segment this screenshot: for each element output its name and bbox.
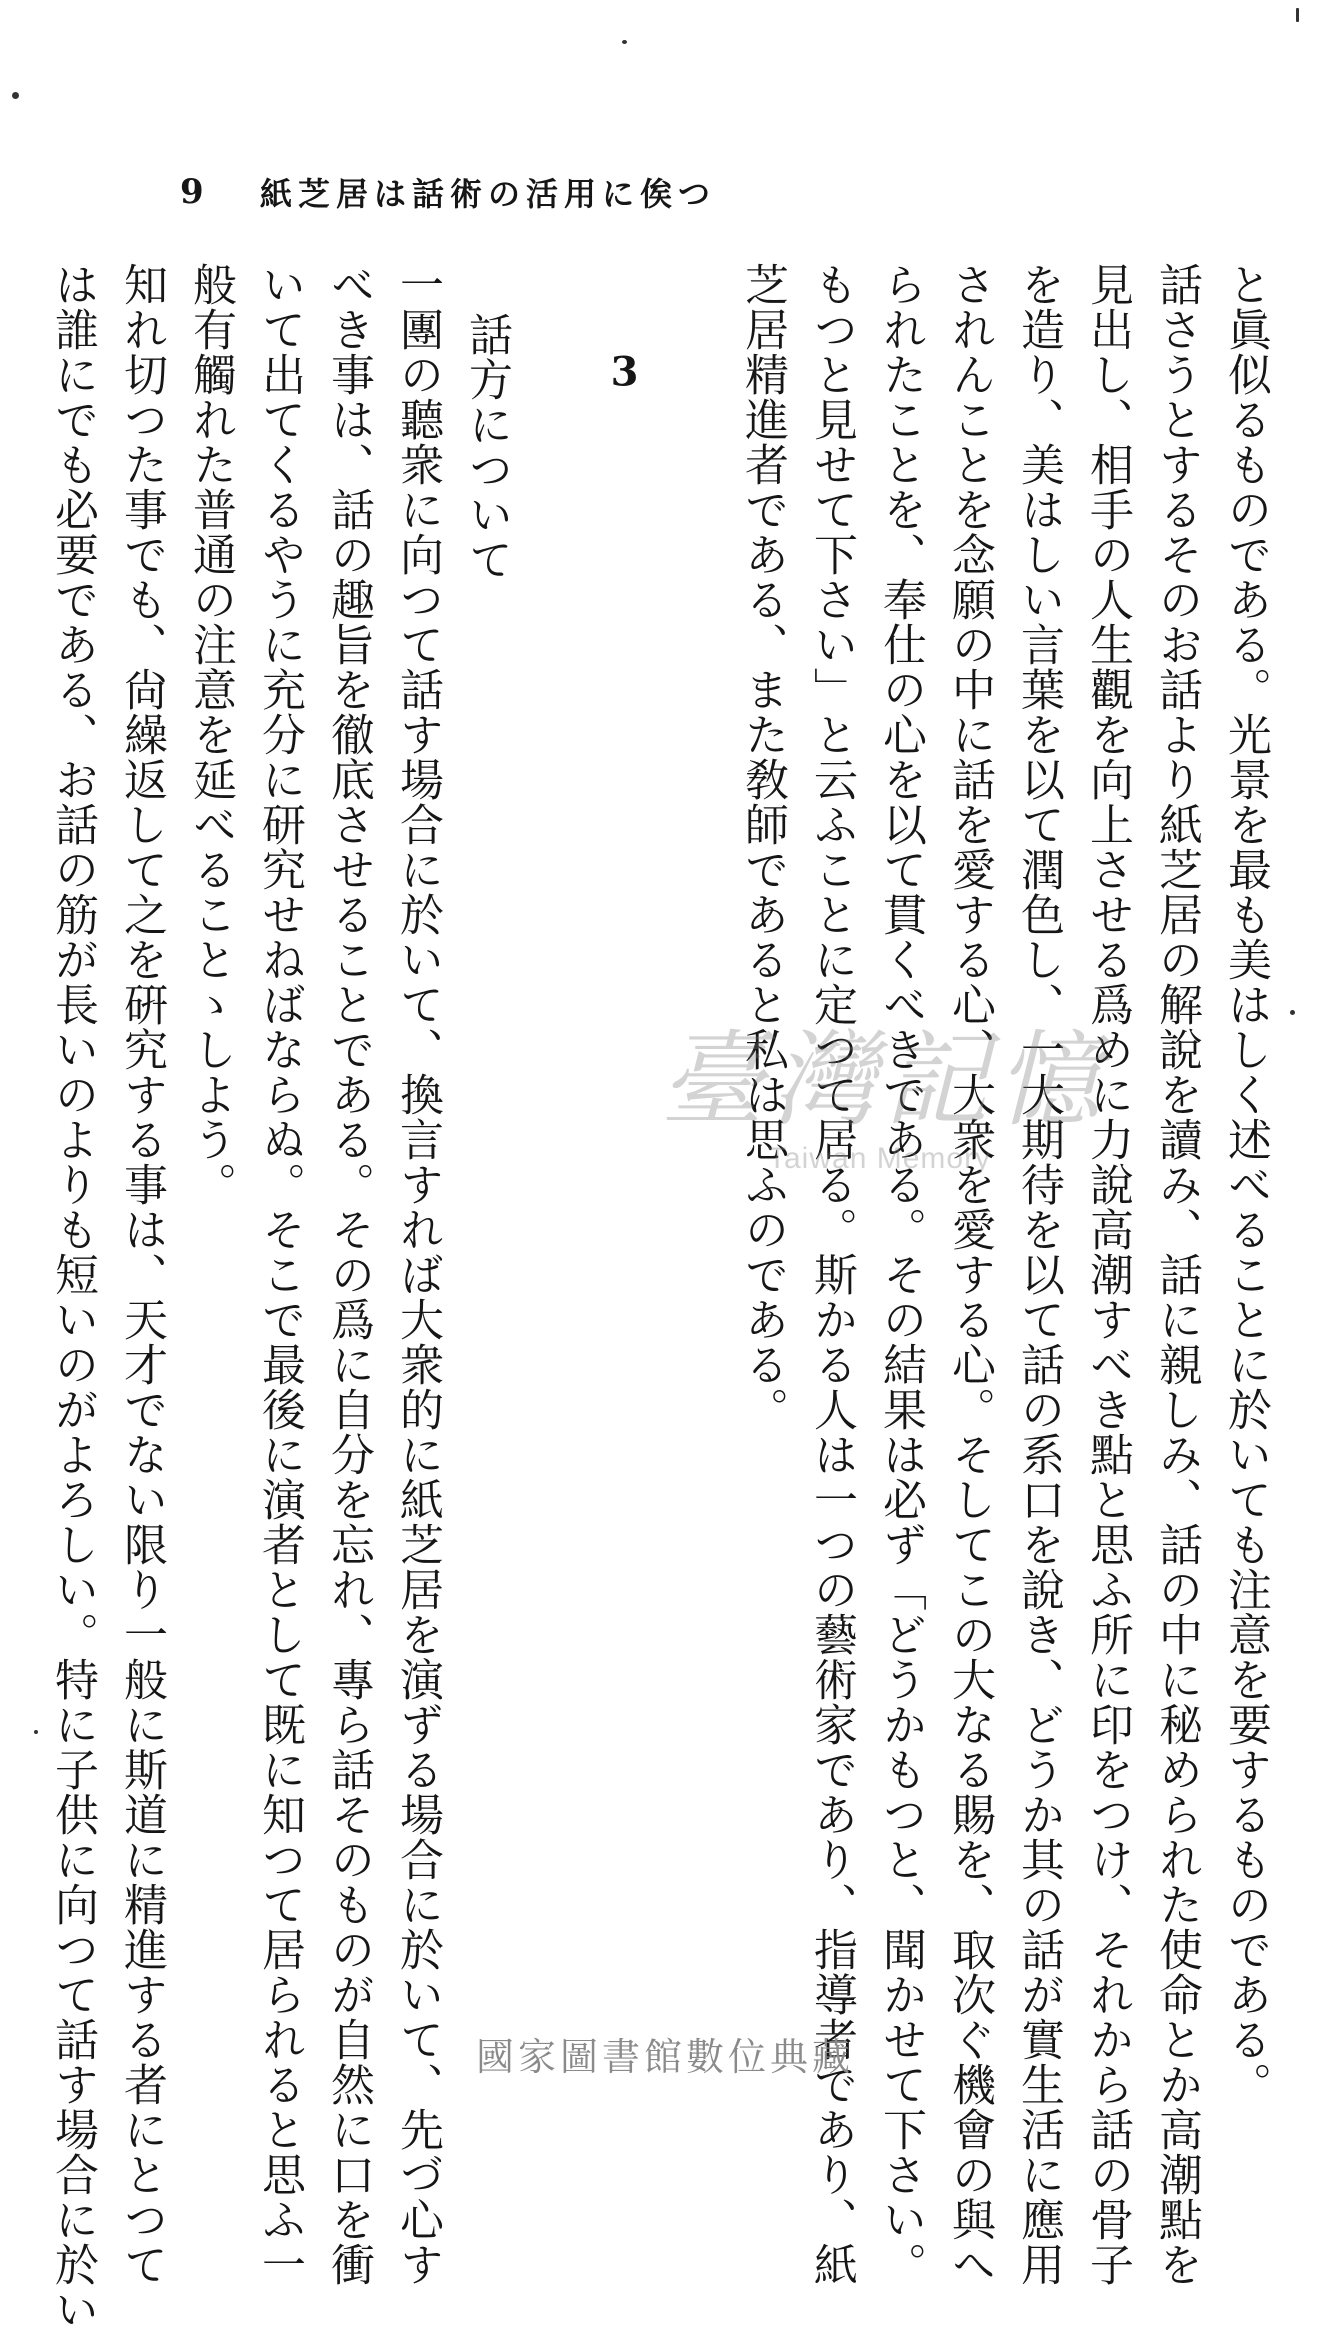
scan-speck (1296, 8, 1299, 22)
scan-speck (34, 1730, 38, 1734)
running-head: 紙芝居は話術の活用に俟つ (260, 175, 717, 213)
text-column-line: 知れ切つた事でも、尙繰返して之を硏究する事は、天才でない限り一般に斯道に精進する者にとつて (116, 262, 167, 2287)
text-column-line: を造り、美はしい言葉を以て潤色し、一大期待を以て話の系口を說き、どうか其の話が實生活に應用 (1013, 262, 1064, 2287)
library-footer: 國家圖書館數位典藏 (475, 2035, 854, 2079)
taiwan-memory-watermark (660, 1019, 1109, 1210)
text-column-line: られたことを、奉仕の心を以て貫くべきである。その結果は必ず「どうかもつと、聞かせて下さい。 (875, 262, 926, 2287)
text-column-line: されんことを念願の中に話を愛する心、大衆を愛する心。そしてこの大なる賜を、取次ぐ機會の與へ (944, 262, 995, 2287)
text-column-line: もつと見せて下さい」と云ふことに定つて居る。斯かる人は一つの藝術家であり、指導者であり、紙 (806, 262, 857, 2287)
text-column-line: 話さうとするそのお話より紙芝居の解說を讀み、話に親しみ、話の中に秘められた使命とか高潮點を (1151, 262, 1202, 2287)
section-title: 話方について (461, 312, 512, 582)
scan-speck (12, 92, 19, 99)
section-number: 3 (610, 351, 639, 392)
text-column-line: 見出し、相手の人生觀を向上させる爲めに力說高潮すべき點と思ふ所に印をつけ、それから話の骨子 (1082, 262, 1133, 2287)
text-column-line: べき事は、話の趣旨を徹底させることである。その爲に自分を忘れ、專ら話そのものが自然に口を衝 (323, 262, 374, 2287)
scan-speck (1290, 1010, 1295, 1015)
text-column-line: 芝居精進者である、また敎師であると私は思ふのである。 (737, 262, 788, 1432)
watermark-en-text: Taiwan Memory (768, 1142, 992, 1175)
text-column-line: 般有觸れた普通の注意を延べることゝしよう。 (185, 262, 236, 1207)
page-header (180, 170, 717, 220)
text-column-line: いて出てくるやうに充分に研究せねばならぬ。そこで最後に演者として既に知つて居られると思ふ一 (254, 262, 305, 2287)
text-column-line: は誰にでも必要である、お話の筋が長いのよりも短いのがよろしい。特に子供に向つて話す場合に於い (47, 262, 98, 2332)
page-number: 9 (180, 172, 204, 212)
scan-speck (622, 40, 627, 44)
watermark-cjk-text: 臺灣記憶 (660, 1019, 1109, 1141)
text-column-line: 一團の聽衆に向つて話す場合に於いて、換言すれば大衆的に紙芝居を演ずる場合に於いて、先づ心す (392, 262, 443, 2287)
text-column-line: と眞似るものである。光景を最も美はしく述べることに於いても注意を要するものである。 (1220, 262, 1271, 2107)
